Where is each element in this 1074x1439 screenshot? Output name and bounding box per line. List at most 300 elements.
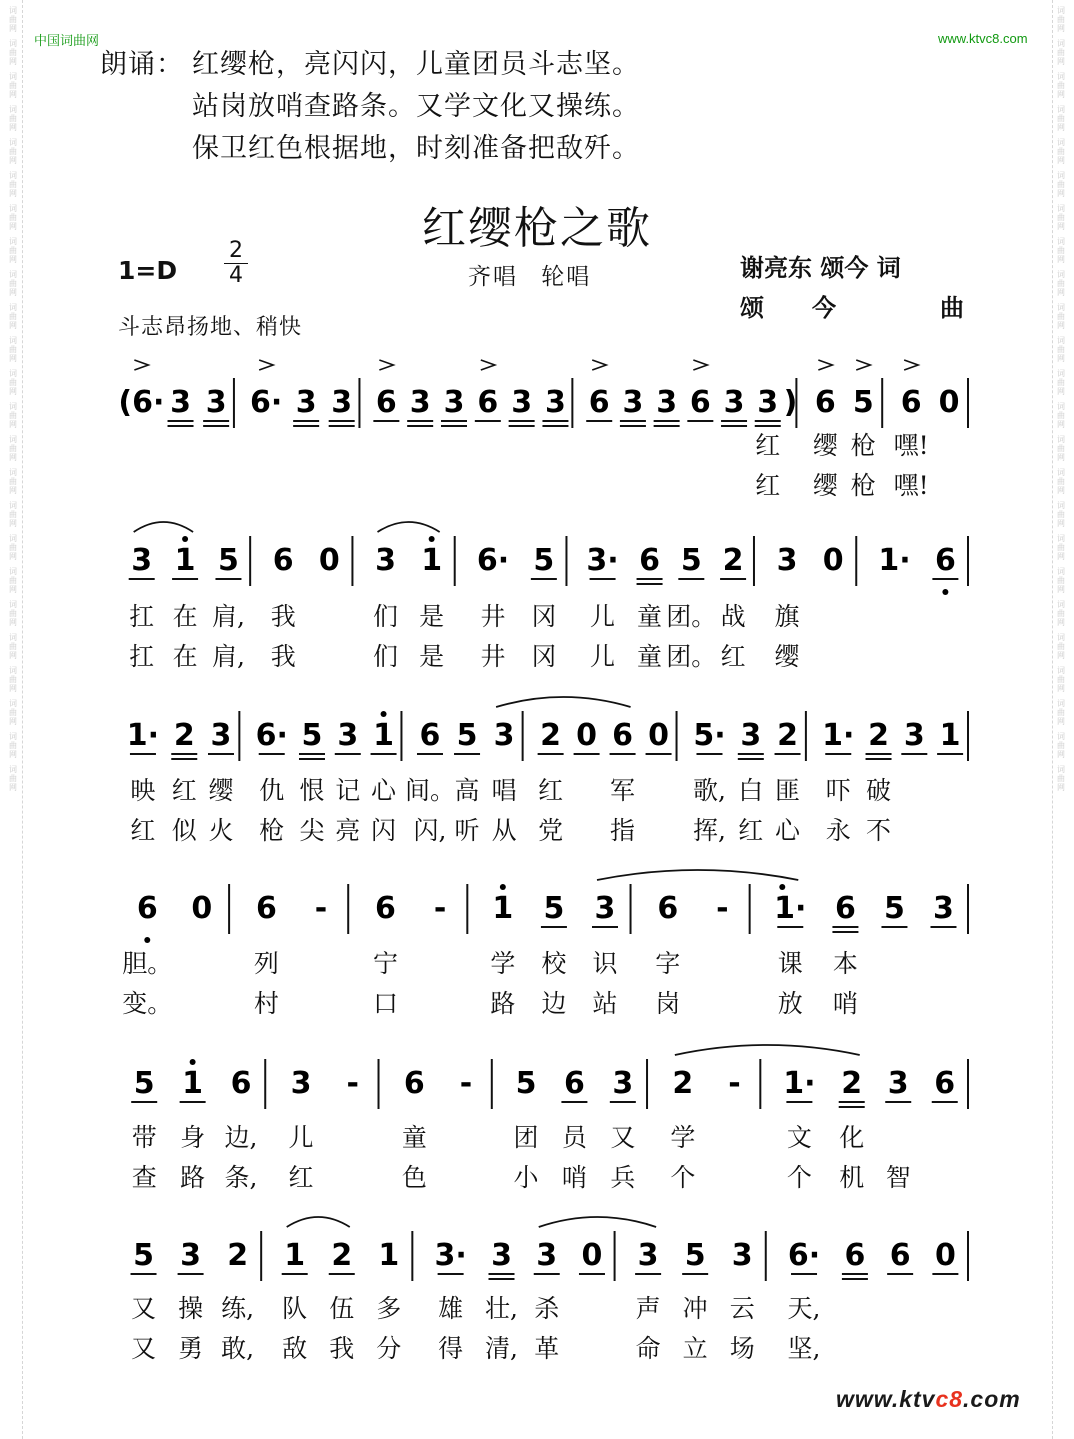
lyric-syllable: 歌,	[693, 776, 726, 805]
lyric-syllable: 又	[610, 1123, 636, 1152]
lyric-syllable: 嘿!	[893, 471, 929, 500]
note-numeral: 6·	[787, 1238, 821, 1273]
side-watermark-text: 词曲网	[1057, 468, 1065, 495]
note-numeral: 5	[133, 1066, 155, 1101]
lyric-syllable: 闪	[371, 816, 397, 845]
note-numeral: 1·	[126, 718, 160, 753]
note-numeral: 3·	[434, 1238, 467, 1273]
lyric-syllable: 敢,	[221, 1334, 255, 1363]
lyric-syllable: 不	[866, 816, 892, 845]
lyric-syllable: 本	[832, 949, 858, 978]
meter-top: 2	[229, 238, 243, 263]
lyric-syllable: 红	[755, 431, 781, 460]
lyric-syllable: 缨	[774, 642, 800, 671]
note-numeral: 1	[182, 1066, 204, 1101]
note-numeral: -	[346, 1066, 359, 1101]
side-watermark-text: 词曲网	[9, 435, 17, 462]
lyric-syllable: 场	[729, 1334, 755, 1363]
lyric-syllable: 身	[180, 1123, 206, 1152]
note-numeral: 3	[131, 543, 153, 578]
lyric-syllable: 伍	[329, 1294, 355, 1323]
lyric-syllable: 是	[419, 642, 445, 671]
note-numeral: 0	[191, 891, 213, 926]
slur	[675, 1045, 860, 1055]
lyric-syllable: 缨	[812, 471, 838, 500]
note-numeral: 2	[227, 1238, 249, 1273]
side-watermark-text: 词曲网	[9, 567, 17, 594]
recitation-label: 朗诵：	[100, 49, 184, 80]
lyric-syllable: 团。	[666, 602, 717, 631]
recitation-line: 站岗放哨查路条。又学文化又操练。	[192, 91, 640, 122]
side-watermark-text: 词曲网	[1057, 336, 1065, 363]
note-numeral: 2	[173, 718, 195, 753]
lyric-syllable: 永	[825, 816, 851, 845]
side-watermark-text: 词曲网	[1057, 270, 1065, 297]
side-watermark-text: 词曲网	[9, 303, 17, 330]
note-numeral: 5	[680, 543, 702, 578]
side-watermark-text: 词曲网	[9, 72, 17, 99]
note-numeral: 3	[545, 385, 566, 420]
lyric-syllable: 吓	[825, 776, 851, 805]
side-watermark-text: 词曲网	[1057, 534, 1065, 561]
lyric-syllable: 团	[513, 1123, 539, 1152]
lyric-syllable: 记	[335, 776, 361, 805]
note-numeral: 3	[493, 718, 515, 753]
lyric-syllable: 肩,	[211, 642, 245, 671]
lyric-syllable: 火	[208, 816, 234, 845]
recitation-line: 保卫红色根据地，时刻准备把敌歼。	[192, 133, 640, 164]
side-watermark-text: 词曲网	[9, 237, 17, 264]
note-numeral: 6·	[476, 543, 510, 578]
lyric-syllable: 嘿!	[893, 431, 929, 460]
note-numeral: 6	[419, 718, 441, 753]
lyric-syllable: 操	[178, 1294, 204, 1323]
side-watermark-text: 词曲网	[9, 600, 17, 627]
performance-style: 齐唱 轮唱	[468, 264, 592, 290]
note-numeral: 0	[576, 718, 598, 753]
lyric-syllable: 仇	[259, 776, 285, 805]
lyric-syllable: 识	[592, 949, 618, 978]
lyric-syllable: 红	[755, 471, 781, 500]
lyric-syllable: 冈	[531, 602, 557, 631]
note-numeral: 6	[844, 1238, 866, 1273]
lyric-syllable: 红	[171, 776, 197, 805]
lyric-syllable: 是	[419, 602, 445, 631]
key-signature: 1=D	[118, 256, 178, 285]
lyric-syllable: 缨	[208, 776, 234, 805]
note-numeral: 5	[884, 891, 905, 926]
side-watermark-text: 词曲网	[9, 699, 17, 726]
side-watermark-text: 词曲网	[1057, 402, 1065, 429]
side-watermark-text: 词曲网	[1057, 6, 1065, 33]
lyric-syllable: 分	[376, 1334, 402, 1363]
side-watermark-text: 词曲网	[1057, 204, 1065, 231]
high-octave-dot	[182, 536, 188, 542]
lyric-syllable: 冲	[682, 1294, 708, 1323]
lyric-syllable: 旗	[774, 602, 800, 631]
lyric-syllable: 路	[490, 989, 516, 1018]
lyric-syllable: 小	[513, 1163, 539, 1192]
lyric-syllable: 映	[130, 776, 156, 805]
side-watermark-text: 词曲网	[1057, 666, 1065, 693]
note-numeral: 3	[933, 891, 954, 926]
note-numeral: 6	[563, 1066, 585, 1101]
lyric-syllable: 哨	[832, 989, 858, 1018]
lyric-syllable: 挥,	[693, 816, 726, 845]
side-watermark-text: 词曲网	[9, 204, 17, 231]
side-watermark-text: 词曲网	[1057, 39, 1065, 66]
note-numeral: 2	[672, 1066, 694, 1101]
note-numeral: 6	[272, 543, 294, 578]
lyric-syllable: 个	[670, 1163, 696, 1192]
lyric-syllable: 勇	[178, 1334, 204, 1363]
side-watermark-text: 词曲网	[9, 6, 17, 33]
lyric-syllable: 条,	[224, 1163, 258, 1192]
side-watermark-text: 词曲网	[1057, 138, 1065, 165]
lyric-syllable: 机	[839, 1163, 865, 1192]
note-numeral: 1	[939, 718, 961, 753]
note-numeral: -	[459, 1066, 473, 1101]
side-watermark-text: 词曲网	[1057, 567, 1065, 594]
note-numeral: 1·	[774, 891, 807, 926]
note-numeral: 2	[841, 1066, 863, 1101]
note-numeral: 3	[536, 1238, 558, 1273]
lyric-syllable: 心	[371, 776, 397, 805]
note-numeral: 1	[373, 718, 395, 753]
note-numeral: 6	[934, 543, 956, 578]
lyric-syllable: 军	[610, 776, 636, 805]
lyric-syllable: 命	[635, 1334, 661, 1363]
lyric-syllable: 闪,	[413, 816, 447, 845]
note-numeral: 5	[133, 1238, 154, 1273]
lyric-syllable: 枪	[850, 471, 876, 500]
note-numeral: 3	[637, 1238, 659, 1273]
lyric-syllable: 色	[401, 1163, 427, 1192]
lyric-syllable: 声	[635, 1294, 661, 1323]
slur	[597, 870, 798, 880]
lyric-syllable: 指	[610, 816, 636, 845]
lyric-syllable: 儿	[288, 1123, 314, 1152]
lyric-syllable: 带	[131, 1123, 157, 1152]
lyric-syllable: 智	[885, 1163, 911, 1192]
note-numeral: 1·	[878, 543, 911, 578]
side-watermark-text: 词曲网	[1057, 171, 1065, 198]
lyric-syllable: 队	[282, 1294, 308, 1323]
lyric-syllable: 扛	[129, 642, 155, 671]
side-watermark-text: 词曲网	[1057, 369, 1065, 396]
site-url-bottom: www.ktvc8.com	[836, 1386, 1021, 1412]
lyric-syllable: 边,	[224, 1123, 258, 1152]
high-octave-dot	[381, 711, 387, 717]
note-numeral: 2	[868, 718, 889, 753]
lyric-syllable: 唱	[491, 776, 517, 805]
note-numeral: 5	[456, 718, 478, 753]
lyric-syllable: 课	[777, 949, 803, 978]
lyric-syllable: 缨	[812, 431, 838, 460]
note-numeral: (6·	[118, 385, 165, 420]
note-numeral: 0	[938, 385, 960, 420]
note-numeral: 6	[814, 385, 836, 420]
lyric-syllable: 肩,	[211, 602, 245, 631]
note-numeral: 3	[656, 385, 678, 420]
note-numeral: 5·	[693, 718, 726, 753]
lyric-syllable: 枪	[850, 431, 876, 460]
note-numeral: 1	[492, 891, 514, 926]
note-numeral: 6	[900, 385, 922, 420]
lyric-syllable: 学	[670, 1123, 696, 1152]
lyric-syllable: 们	[372, 602, 399, 631]
note-numeral: -	[728, 1066, 741, 1101]
note-numeral: 3·	[586, 543, 619, 578]
lyric-syllable: 红	[720, 642, 746, 671]
side-watermark-text: 词曲网	[1057, 633, 1065, 660]
note-numeral: 1·	[783, 1066, 816, 1101]
note-numeral: 0	[318, 543, 340, 578]
site-url-top: www.ktvc8.com	[938, 31, 1028, 46]
note-numeral: 5	[515, 1066, 537, 1101]
note-numeral: -	[314, 891, 328, 926]
note-numeral: 3	[409, 385, 431, 420]
side-watermark-text: 词曲网	[9, 171, 17, 198]
tempo-marking: 斗志昂扬地、稍快	[118, 315, 303, 340]
note-numeral: 3	[887, 1066, 909, 1101]
note-numeral: 3	[331, 385, 353, 420]
lyric-syllable: 童	[401, 1123, 427, 1152]
side-watermark-text: 词曲网	[9, 732, 17, 759]
slur	[539, 1217, 656, 1227]
note-numeral: 3	[295, 385, 317, 420]
note-numeral: 6	[689, 385, 711, 420]
meter-bottom: 4	[229, 263, 243, 288]
lyric-syllable: 红	[288, 1163, 314, 1192]
note-numeral: 6	[657, 891, 679, 926]
lyric-syllable: 多	[376, 1294, 402, 1323]
lyric-syllable: 在	[172, 642, 198, 671]
lyric-syllable: 校	[541, 949, 567, 978]
note-numeral: -	[716, 891, 729, 926]
note-numeral: 3	[776, 543, 798, 578]
lyric-syllable: 查	[131, 1163, 157, 1192]
lyric-syllable: 学	[490, 949, 516, 978]
lyric-syllable: 间。	[404, 776, 455, 805]
lyric-syllable: 字	[655, 949, 681, 978]
note-numeral: 6	[934, 1066, 956, 1101]
lyric-syllable: 云	[729, 1294, 755, 1323]
lyric-syllable: 清,	[485, 1334, 518, 1363]
side-watermark-text: 词曲网	[9, 138, 17, 165]
side-watermark-text: 词曲网	[9, 336, 17, 363]
lyric-syllable: 红	[538, 776, 564, 805]
high-octave-dot	[429, 536, 435, 542]
lyric-syllable: 宁	[372, 949, 398, 978]
high-octave-dot	[190, 1059, 196, 1065]
lyric-syllable: 村	[253, 989, 279, 1018]
lyric-syllable: 又	[131, 1334, 157, 1363]
lyric-syllable: 哨	[561, 1163, 587, 1192]
lyric-syllable: 革	[534, 1334, 560, 1363]
slur	[496, 697, 630, 707]
accent-mark	[904, 360, 918, 370]
note-numeral: 3	[375, 543, 396, 578]
lyric-syllable: 边	[541, 989, 567, 1018]
lyric-syllable: 变。	[122, 989, 173, 1018]
note-numeral: 3	[740, 718, 762, 753]
lyric-syllable: 敌	[282, 1334, 308, 1363]
note-numeral: 5	[543, 891, 565, 926]
slur	[134, 522, 193, 532]
lyric-syllable: 尖	[299, 816, 325, 845]
lyric-syllable: 岗	[655, 989, 681, 1018]
slur	[287, 1217, 350, 1227]
side-watermark-text: 词曲网	[1057, 699, 1065, 726]
note-numeral: 0	[822, 543, 844, 578]
lyric-syllable: 兵	[610, 1163, 636, 1192]
note-numeral: 3	[594, 891, 616, 926]
side-watermark-text: 词曲网	[1057, 72, 1065, 99]
side-watermark-text: 词曲网	[9, 39, 17, 66]
note-numeral: -	[433, 891, 447, 926]
lyric-syllable: 冈	[531, 642, 557, 671]
lyric-syllable: 战	[720, 602, 746, 631]
lyric-syllable: 井	[480, 642, 506, 671]
lyric-syllable: 匪	[775, 776, 801, 805]
side-watermark-text: 词曲网	[9, 534, 17, 561]
side-watermark-text: 词曲网	[9, 402, 17, 429]
lyric-syllable: 又	[131, 1294, 157, 1323]
lyric-syllable: 坚,	[787, 1334, 821, 1363]
lyric-syllable: 胆。	[122, 949, 173, 978]
slur	[378, 522, 440, 532]
lyric-syllable: 立	[682, 1334, 708, 1363]
note-numeral: 3	[731, 1238, 753, 1273]
note-numeral: 2	[331, 1238, 353, 1273]
low-octave-dot	[144, 937, 150, 943]
accent-mark	[134, 360, 148, 370]
note-numeral: 6·	[250, 385, 283, 420]
note-numeral: 6	[255, 891, 277, 926]
note-numeral: 0	[934, 1238, 956, 1273]
note-numeral: 3	[443, 385, 465, 420]
lyric-syllable: 红	[738, 816, 764, 845]
accent-mark	[592, 360, 606, 370]
side-watermark-text: 词曲网	[9, 468, 17, 495]
note-numeral: 6	[889, 1238, 911, 1273]
lyric-syllable: 井	[480, 602, 506, 631]
note-numeral: 3	[205, 385, 227, 420]
site-name: 中国词曲网	[34, 34, 100, 49]
side-watermark-text: 词曲网	[1057, 105, 1065, 132]
lyric-syllable: 党	[538, 816, 564, 845]
note-numeral: 2	[540, 718, 562, 753]
lyric-syllable: 员	[561, 1123, 587, 1152]
side-watermark-text: 词曲网	[9, 105, 17, 132]
note-numeral: )	[783, 385, 798, 420]
lyric-syllable: 亮	[335, 816, 361, 845]
lyric-syllable: 化	[839, 1123, 865, 1152]
note-numeral: 3	[290, 1066, 312, 1101]
lyric-syllable: 天,	[787, 1294, 821, 1323]
note-numeral: 6	[639, 543, 660, 578]
side-watermark-text: 词曲网	[9, 666, 17, 693]
lyricist-credit: 谢亮东 颂今 词	[740, 253, 901, 282]
side-watermark-text: 词曲网	[1057, 303, 1065, 330]
lyric-syllable: 放	[777, 989, 803, 1018]
side-watermark-text: 词曲网	[1057, 600, 1065, 627]
note-numeral: 2	[722, 543, 744, 578]
side-watermark-text: 词曲网	[9, 501, 17, 528]
lyric-syllable: 童	[637, 602, 663, 631]
lyric-syllable: 口	[372, 989, 398, 1018]
note-numeral: 5	[852, 385, 874, 420]
note-numeral: 3	[723, 385, 745, 420]
recitation-line: 红缨枪，亮闪闪，儿童团员斗志坚。	[192, 49, 640, 80]
lyric-syllable: 扛	[129, 602, 155, 631]
lyric-syllable: 恨	[299, 776, 325, 805]
note-numeral: 6	[375, 385, 397, 420]
note-numeral: 5	[533, 543, 555, 578]
note-numeral: 1	[174, 543, 196, 578]
note-numeral: 5	[684, 1238, 706, 1273]
note-numeral: 6	[403, 1066, 425, 1101]
song-title: 红缨枪之歌	[422, 203, 652, 254]
note-numeral: 6	[612, 718, 634, 753]
accent-mark	[818, 360, 832, 370]
lyric-syllable: 文	[786, 1123, 812, 1152]
lyric-syllable: 枪	[259, 816, 285, 845]
note-numeral: 6	[477, 385, 499, 420]
note-numeral: 5	[301, 718, 323, 753]
low-octave-dot	[942, 589, 948, 595]
lyric-syllable: 列	[253, 949, 279, 978]
note-numeral: 3	[170, 385, 191, 420]
lyric-syllable: 似	[171, 816, 197, 845]
note-numeral: 2	[777, 718, 798, 753]
note-numeral: 3	[757, 385, 779, 420]
lyric-syllable: 从	[491, 816, 517, 845]
note-numeral: 3	[337, 718, 359, 753]
note-numeral: 6	[588, 385, 610, 420]
lyric-syllable: 们	[372, 642, 399, 671]
side-watermark-text: 词曲网	[1057, 237, 1065, 264]
note-numeral: 1	[284, 1238, 306, 1273]
lyric-syllable: 团。	[666, 642, 717, 671]
note-numeral: 3	[180, 1238, 202, 1273]
lyric-syllable: 壮,	[485, 1294, 518, 1323]
lyric-syllable: 破	[866, 776, 892, 805]
note-numeral: 6	[136, 891, 158, 926]
lyric-syllable: 我	[270, 642, 296, 671]
lyric-syllable: 儿	[590, 602, 616, 631]
lyric-syllable: 我	[270, 602, 296, 631]
lyric-syllable: 杀	[534, 1294, 560, 1323]
note-numeral: 0	[648, 718, 669, 753]
accent-mark	[481, 360, 495, 370]
note-numeral: 6	[375, 891, 396, 926]
lyric-syllable: 高	[454, 776, 480, 805]
lyric-syllable: 个	[786, 1163, 812, 1192]
side-watermark-text: 词曲网	[9, 765, 17, 792]
note-numeral: 3	[210, 718, 232, 753]
accent-mark	[259, 360, 273, 370]
note-numeral: 3	[612, 1066, 634, 1101]
composer-label: 曲	[940, 293, 964, 322]
note-numeral: 3	[622, 385, 644, 420]
lyric-syllable: 路	[180, 1163, 206, 1192]
side-watermark-text: 词曲网	[9, 270, 17, 297]
note-numeral: 3	[491, 1238, 512, 1273]
lyric-syllable: 红	[130, 816, 156, 845]
side-watermark-text: 词曲网	[1057, 501, 1065, 528]
